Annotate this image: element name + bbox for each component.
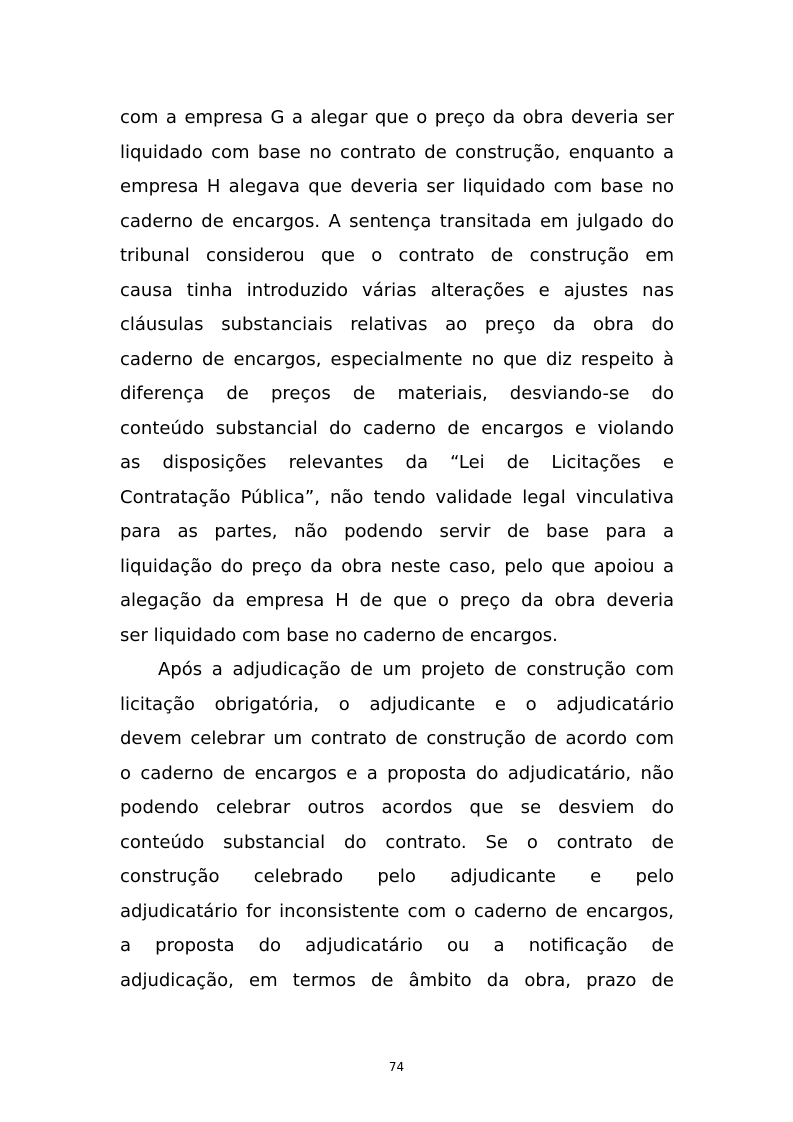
text-line: liquidação do preço da obra neste caso, pelo que apoiou a bbox=[120, 555, 674, 577]
text-line: cláusulas substanciais relativas ao preço da obra do bbox=[120, 314, 674, 335]
paragraph-first-line: Após a adjudicação de um projeto de construção com bbox=[158, 659, 674, 680]
body-text bbox=[120, 101, 674, 998]
text-line: conteúdo substancial do caderno de encargos e violando bbox=[120, 417, 674, 439]
text-line: caderno de encargos, especialmente no que diz respeito à bbox=[120, 348, 674, 370]
text-line: causa tinha introduzido várias alterações e ajustes nas bbox=[120, 279, 674, 301]
text-line: podendo celebrar outros acordos que se desviem do bbox=[120, 797, 674, 818]
text-line: construção celebrado pelo adjudicante e pelo bbox=[120, 866, 674, 887]
text-line: adjudicatário for inconsistente com o caderno de encargos, bbox=[120, 900, 674, 922]
text-line: alegação da empresa H de que o preço da obra deveria bbox=[120, 590, 674, 611]
text-line: as disposições relevantes da “Lei de Licitações e bbox=[120, 452, 674, 473]
text-line: empresa H alegava que deveria ser liquidado com base no bbox=[120, 176, 674, 197]
text-line: tribunal considerou que o contrato de construção em bbox=[120, 245, 674, 266]
text-line: ser liquidado com base no caderno de encargos. bbox=[120, 624, 558, 646]
text-line: liquidado com base no contrato de construção, enquanto a bbox=[120, 141, 674, 163]
page-number: 74 bbox=[388, 1060, 405, 1074]
text-line: Contratação Pública”, não tendo validade legal vinculativa bbox=[120, 486, 674, 508]
text-line: diferença de preços de materiais, desviando-se do bbox=[120, 383, 674, 404]
text-line: licitação obrigatória, o adjudicante e o adjudicatário bbox=[120, 693, 674, 715]
text-line: para as partes, não podendo servir de base para a bbox=[120, 521, 674, 542]
text-line: adjudicação, em termos de âmbito da obra, prazo de bbox=[120, 969, 674, 991]
text-line: devem celebrar um contrato de construção de acordo com bbox=[120, 728, 674, 749]
text-line: a proposta do adjudicatário ou a notificação de bbox=[120, 935, 674, 956]
text-line: com a empresa G a alegar que o preço da obra deveria ser bbox=[120, 107, 674, 128]
text-line: o caderno de encargos e a proposta do adjudicatário, não bbox=[120, 762, 674, 784]
text-line: caderno de encargos. A sentença transitada em julgado do bbox=[120, 210, 674, 232]
text-line: conteúdo substancial do contrato. Se o contrato de bbox=[120, 831, 674, 853]
